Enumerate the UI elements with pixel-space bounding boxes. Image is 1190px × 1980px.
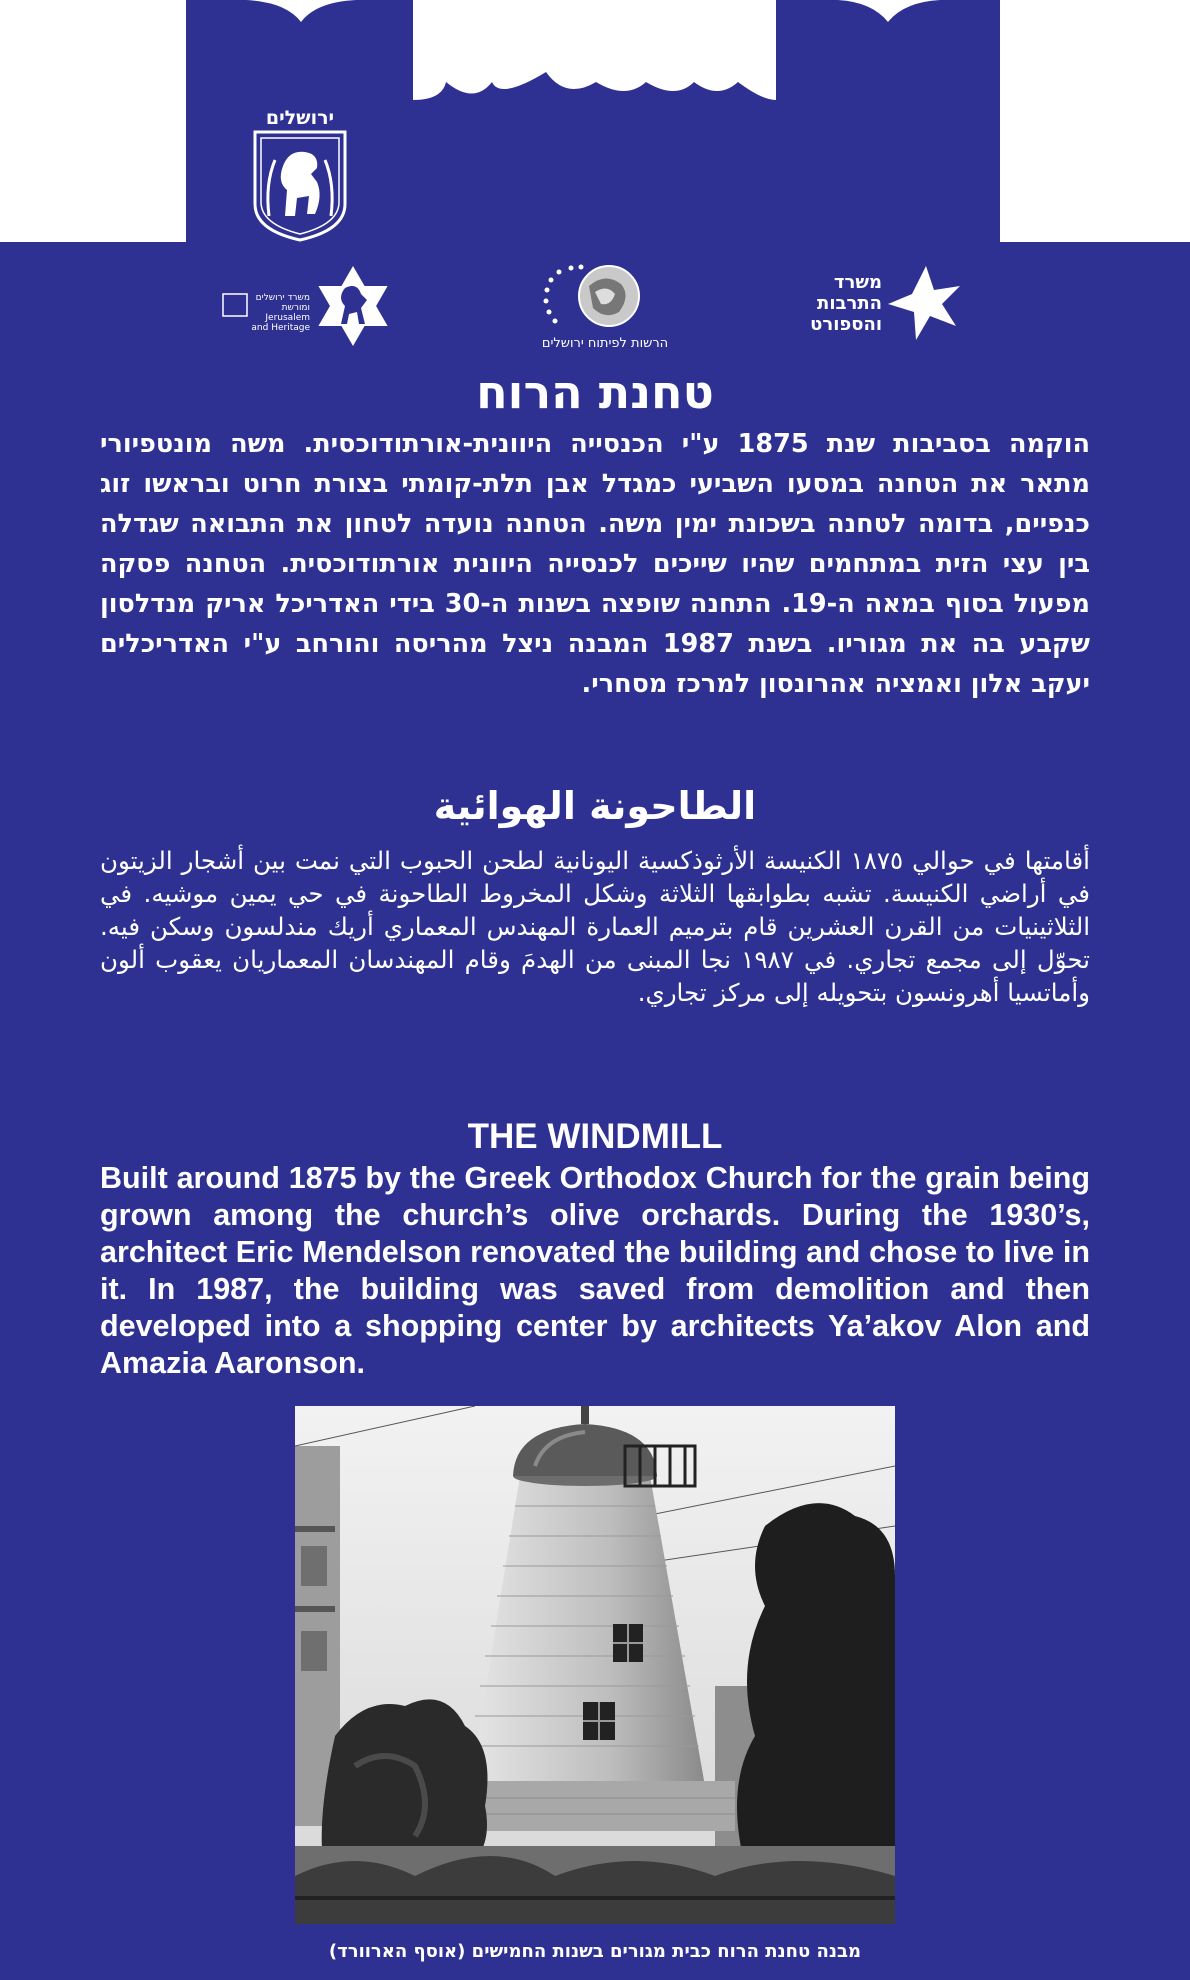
fence — [295, 1896, 895, 1900]
ministry-text-1: משרד ירושלים — [255, 293, 310, 303]
lion-icon — [281, 152, 320, 216]
council-caption-line-1: מועצה לשימור — [834, 202, 936, 220]
culture-ministry-text-1: משרד — [833, 272, 882, 293]
arabic-body: أقامتها في حوالي ١٨٧٥ الكنيسة الأرثوذكسية اليونانية لطحن الحبوب التي نمت بين أشجار الزيتون في أراضي الكنيسة. تشبه بطوابقها الثلاثة وشكل المخروط الطاحونة في حي يمين موشيه. في الثلاثينيات من القرن العشرين قام بترميم العمارة المهندس المعماري أريك مندلسون وسكن فيه. تحوّل إلى مجمع تجاري. في ١٩٨٧ نجا المبنى من الهدمَ وقام المهندسان المعماريان يعقوب ألون وأماتسيا أهرونسون بتحويله إلى مركز تجاري. — [100, 846, 1090, 1007]
development-authority-logo — [515, 262, 695, 354]
english-title: THE WINDMILL — [467, 1117, 723, 1156]
windmill-photo — [295, 1406, 895, 1924]
council-caption — [800, 202, 970, 240]
development-authority-text: הרשות לפיתוח ירושלים — [541, 336, 669, 351]
windmill-base — [455, 1781, 735, 1831]
ministry-text-4: and Heritage — [251, 323, 310, 333]
english-body: Built around 1875 by the Greek Orthodox Church for the grain being grown among the church’s olive orchards. During the 1930’s, architect Eric Mendelson renovated the building and chose to live in it. In 1987, the building was saved from demolition and then developed into a shopping center by architects Ya’akov Alon and Amazia Aaronson. — [100, 1161, 1090, 1380]
star-icon — [888, 266, 960, 340]
dots-ring-icon — [544, 265, 584, 324]
council-caption-line-2: אתרי מורשת בישראל — [812, 221, 958, 239]
emblem-label: ירושלים — [265, 107, 335, 129]
jerusalem-emblem — [245, 104, 355, 244]
hebrew-title: טחנת הרוח — [476, 365, 714, 419]
ministry-text-3: Jerusalem — [265, 313, 310, 323]
windmill-illustration — [295, 1406, 895, 1924]
culture-ministry-logo — [808, 262, 988, 362]
ministry-text-2: ומורשת — [281, 303, 310, 313]
star-of-david-icon — [318, 266, 387, 346]
castle-icon — [835, 100, 935, 188]
hebrew-body: הוקמה בסביבות שנת 1875 ע"י הכנסייה היוונית-אורתודוכסית. משה מונטפיורי מתאר את הטחנה במסעו השביעי כמגדל אבן תלת-קומתי בצורת חרוט ובראשו זוג כנפיים, בדומה לטחנה בשכונת ימין משה. הטחנה נועדה לטחון את התבואה שגדלה בין עצי הזית במתחמים שהיו שייכים לכנסייה היוונית אורתודוכסית. הטחנה פסקה מפעול בסוף במאה ה-19. התחנה שופצה בשנות ה-30 בידי האדריכל אריק מנדלסון שקבע בה את מגוריו. בשנת 1987 המבנה ניצל מהריסה והורחב ע"י האדריכלים יעקב אלון ואמציה אהרונסון למרכז מסחרי. — [100, 429, 1090, 699]
photo-caption: מבנה טחנת הרוח כבית מגורים בשנות החמישים (אוסף הארוורד) — [328, 1941, 862, 1962]
trees-right — [737, 1503, 895, 1866]
ministry-jerusalem-logo — [215, 262, 395, 352]
menorah-icon — [223, 294, 247, 316]
arabic-title: الطاحونة الهوائية — [433, 784, 757, 828]
culture-ministry-text-2: התרבות — [817, 293, 882, 314]
culture-ministry-text-3: והספורט — [810, 314, 882, 335]
